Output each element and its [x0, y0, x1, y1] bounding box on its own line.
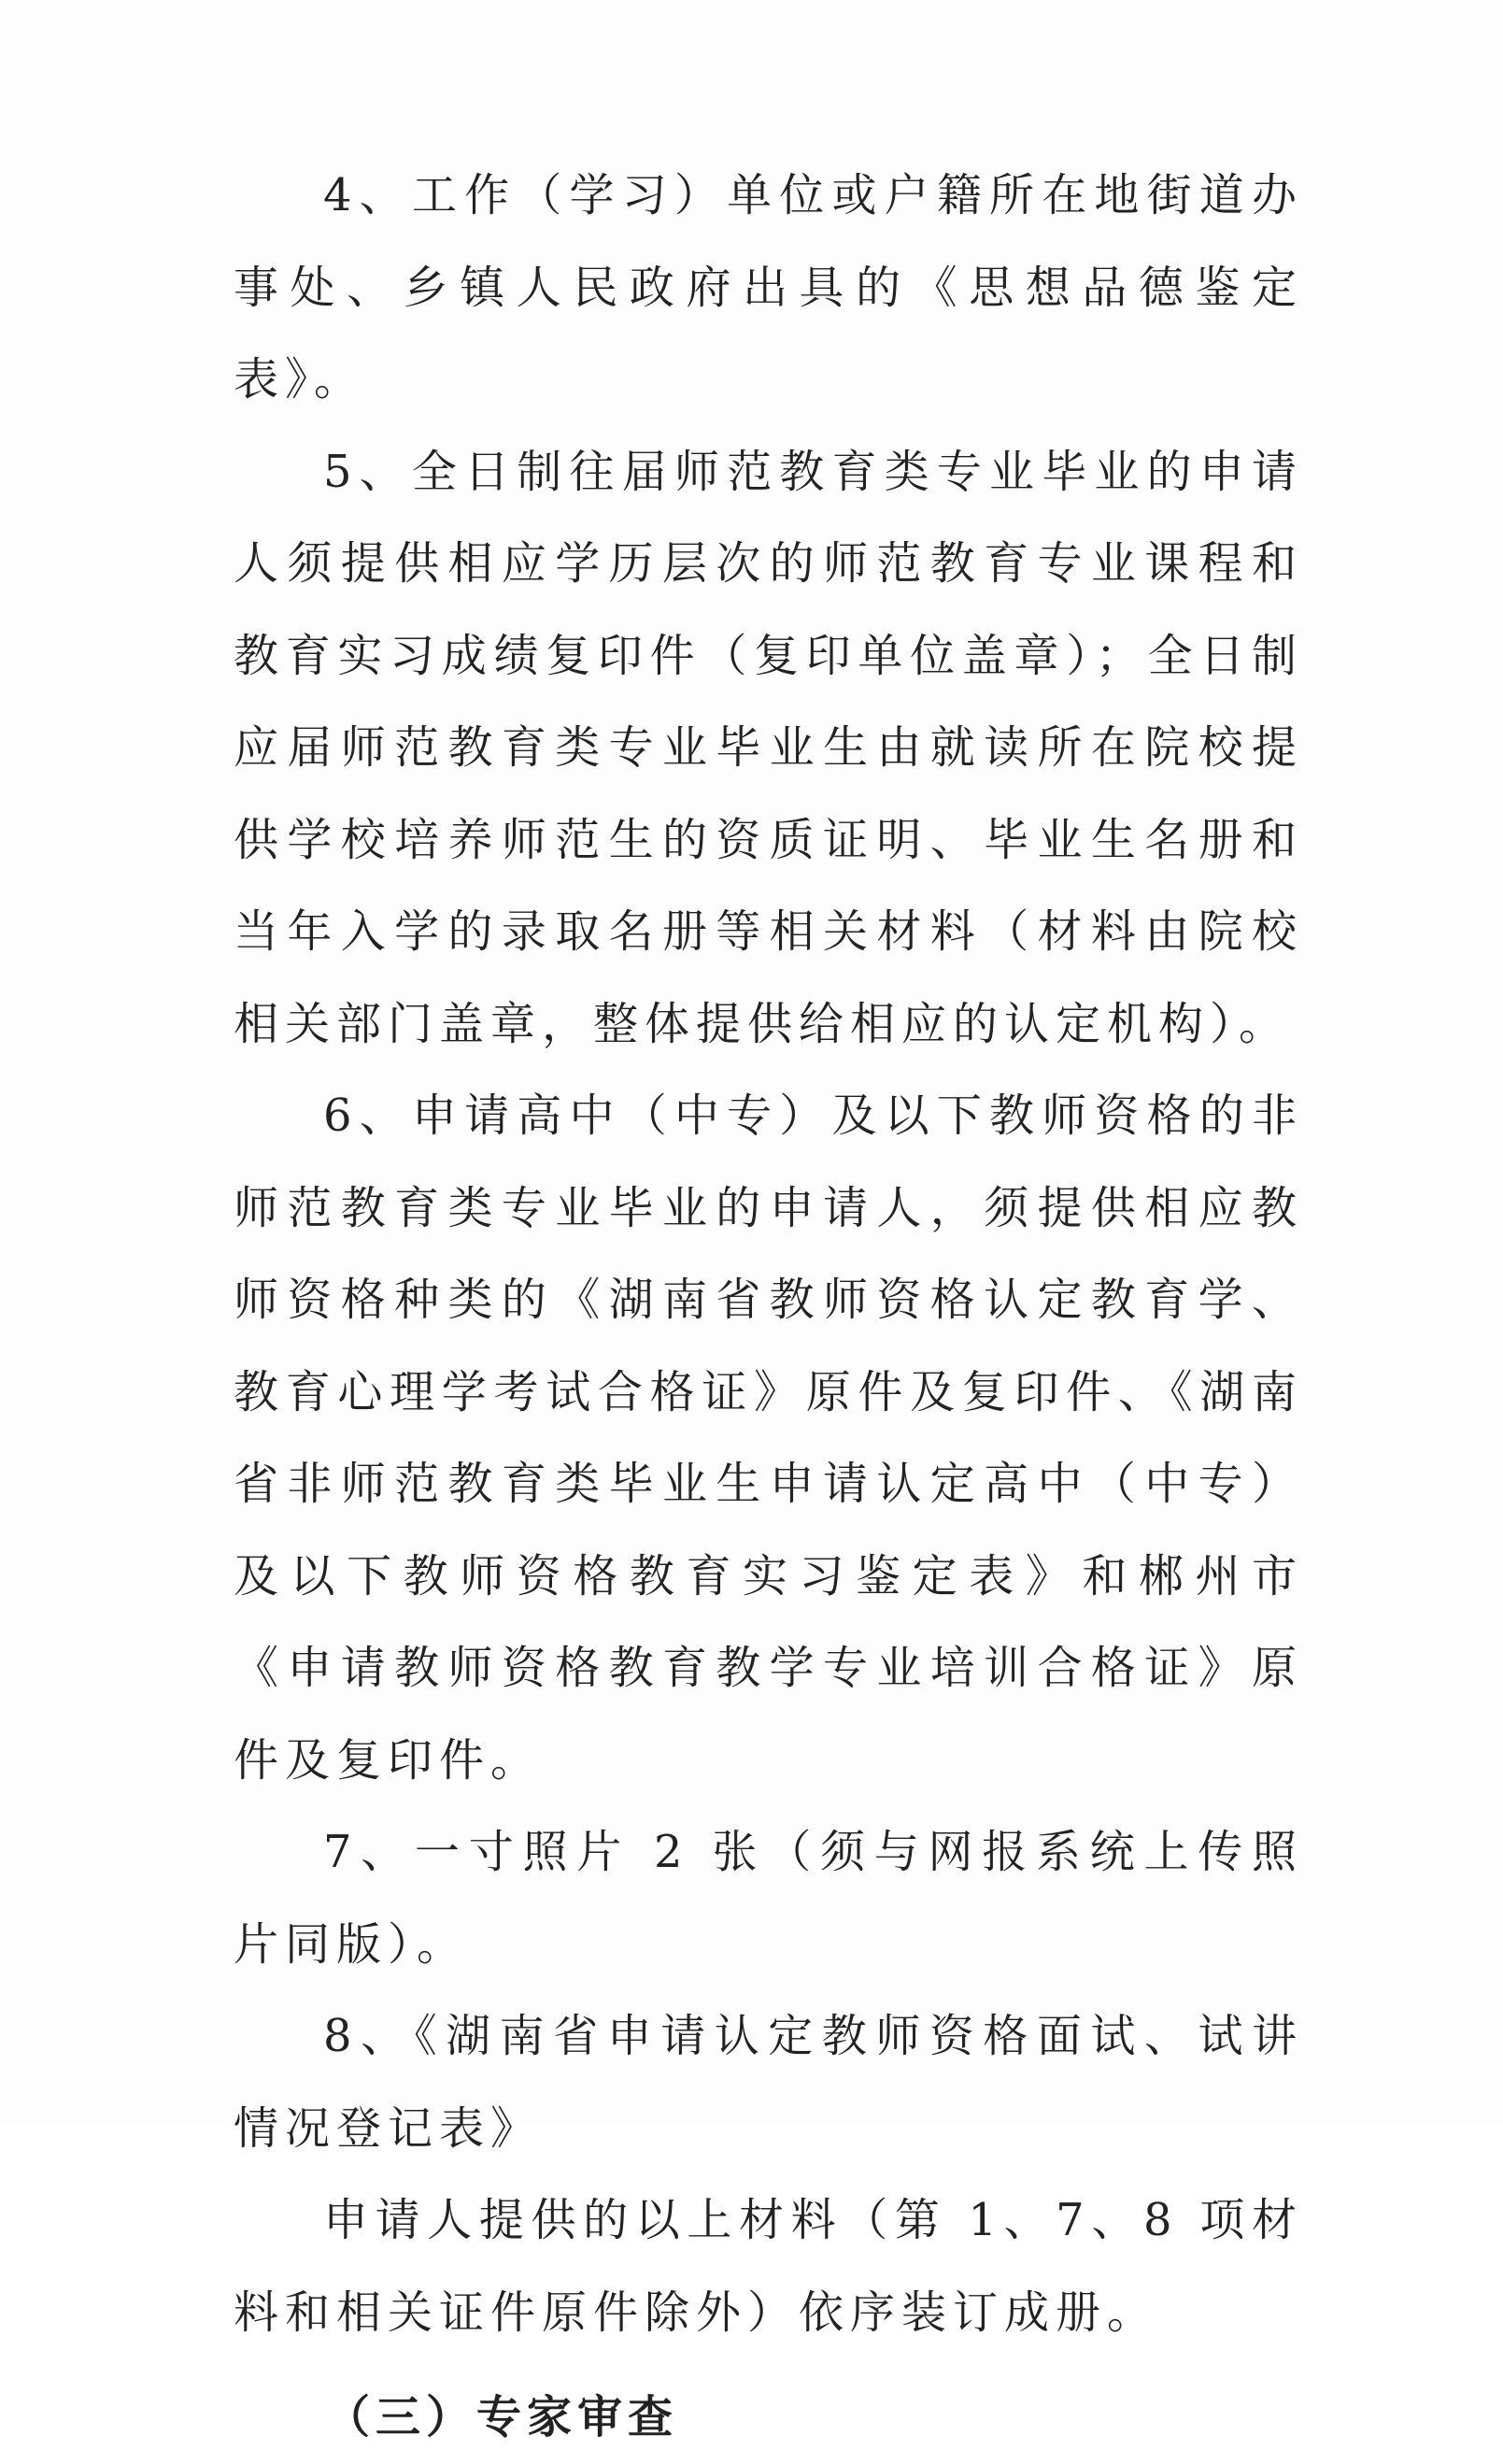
document-body — [234, 150, 1303, 2464]
item-7-paragraph: 7、一寸照片 2 张（须与网报系统上传照片同版）。 — [234, 1826, 1303, 1971]
item-5-paragraph: 5、全日制往届师范教育类专业毕业的申请人须提供相应学历层次的师范教育专业课程和教育实习成绩复印件（复印单位盖章）；全日制应届师范教育类专业毕业生由就读所在院校提供学校培养师范生的资质证明、毕业生名册和当年入学的录取名册等相关材料（材料由院校相关部门盖章，整体提供给相应的认定机构）。 — [234, 445, 1303, 1050]
section-heading: （三）专家审查 — [325, 2391, 679, 2443]
item-6-paragraph: 6、申请高中（中专）及以下教师资格的非师范教育类专业毕业的申请人，须提供相应教师资格种类的《湖南省教师资格认定教育学、教育心理学考试合格证》原件及复印件、《湖南省非师范教育类毕业生申请认定高中（中专）及以下教师资格教育实习鉴定表》和郴州市《申请教师资格教育教学专业培训合格证》原件及复印件。 — [234, 1090, 1303, 1787]
binding-note-paragraph: 申请人提供的以上材料（第 1、7、8 项材料和相关证件原件除外）依序装订成册。 — [234, 2194, 1303, 2339]
item-4-paragraph: 4、工作（学习）单位或户籍所在地街道办事处、乡镇人民政府出具的《思想品德鉴定表》。 — [234, 169, 1303, 406]
item-8-paragraph: 8、《湖南省申请认定教师资格面试、试讲情况登记表》 — [234, 2010, 1303, 2155]
